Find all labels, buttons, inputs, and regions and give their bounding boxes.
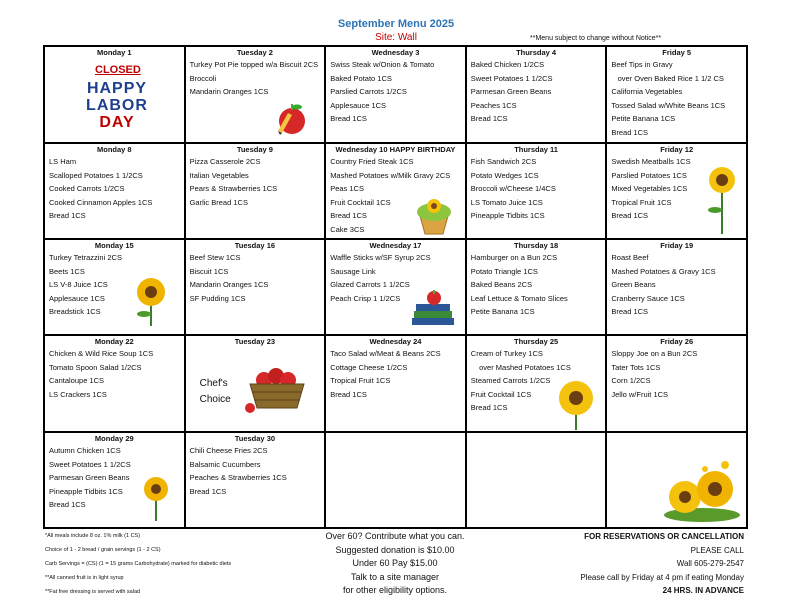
- week-row-2: [44, 143, 747, 239]
- day-cell-tue-23: [185, 335, 326, 432]
- menu-item: Bread 1CS: [330, 389, 367, 399]
- menu-item: Cranberry Sauce 1CS: [611, 293, 685, 303]
- menu-item: Broccoli: [189, 73, 217, 83]
- menu-item: Beef Tips in Gravy: [611, 60, 673, 69]
- day-cell-thu-25: [466, 335, 607, 432]
- sunflower-icon: [133, 276, 169, 328]
- day-header: Wednesday 24: [369, 337, 422, 346]
- menu-item: Petite Banana 1CS: [470, 307, 535, 316]
- donation-line: Talk to a site manager: [350, 571, 440, 582]
- day-cell-thu-18: [466, 239, 607, 335]
- menu-item: Tropical Fruit 1CS: [330, 376, 391, 385]
- menu-item: LS Ham: [49, 157, 77, 166]
- menu-item: Peaches 1CS: [470, 100, 517, 110]
- chefs-choice-line-2: Choice: [199, 394, 231, 405]
- footnote-fruit: **All canned fruit is in light syrup: [45, 575, 124, 581]
- menu-item: California Vegetables: [611, 87, 683, 96]
- day-header: Friday 19: [660, 241, 694, 250]
- week-row-4: [44, 335, 747, 432]
- week-row-1: [44, 46, 747, 143]
- reservation-heading: FOR RESERVATIONS OR CANCELLATION: [584, 532, 744, 541]
- menu-item: Baked Beans 2CS: [470, 280, 533, 289]
- sunflower-icon: [705, 166, 739, 236]
- reservation-phone: Wall 605-279-2547: [676, 559, 744, 568]
- menu-item: Pears & Strawberries 1CS: [189, 184, 278, 193]
- menu-item: Cooked Cinnamon Apples 1CS: [49, 197, 153, 207]
- day-header: Tuesday 2: [236, 48, 273, 57]
- menu-item: Chicken & Wild Rice Soup 1CS: [49, 349, 154, 358]
- menu-item: Leaf Lettuce & Tomato Slices: [470, 293, 568, 303]
- closed-label: CLOSED: [95, 64, 141, 76]
- menu-item: Mandarin Oranges 1CS: [189, 87, 269, 96]
- day-cell-wed-10: [325, 143, 466, 239]
- menu-item: Bread 1CS: [330, 114, 367, 123]
- footnote-carb: Carb Servings = (CS) (1 = 15 grams Carbohydrate) marked for diabetic diets: [45, 561, 232, 567]
- menu-item: Taco Salad w/Meat & Beans 2CS: [330, 349, 441, 358]
- menu-item: Cake 3CS: [330, 224, 365, 234]
- day-cell-mon-8: [44, 143, 185, 239]
- menu-item: Garlic Bread 1CS: [189, 197, 248, 207]
- menu-item: Glazed Carrots 1 1/2CS: [330, 280, 410, 289]
- menu-item: Green Beans: [611, 280, 656, 289]
- sunflower-bouquet-icon: [657, 457, 747, 525]
- menu-item: Baked Chicken 1/2CS: [470, 60, 545, 69]
- day-cell-fri-26: [606, 335, 747, 432]
- day-cell-tue-2: [185, 46, 326, 143]
- sunflower-icon: [139, 473, 173, 523]
- menu-item: Italian Vegetables: [189, 170, 249, 180]
- week-row-5: [44, 432, 747, 528]
- menu-item: Petite Banana 1CS: [611, 114, 676, 123]
- menu-item: Sausage Link: [330, 266, 376, 276]
- day-cell-tue-30: [185, 432, 326, 528]
- day-header: Wednesday 3: [371, 48, 420, 57]
- menu-item: Broccoli w/Cheese 1/4CS: [470, 184, 556, 193]
- day-header: Friday 5: [662, 48, 692, 57]
- apple-pencil-icon: [274, 99, 310, 137]
- menu-item: Peaches & Strawberries 1CS: [189, 473, 287, 482]
- menu-item: Bread 1CS: [611, 211, 649, 220]
- menu-item: Bread 1CS: [470, 403, 508, 412]
- day-header: Tuesday 23: [234, 337, 276, 346]
- donation-line: Over 60? Contribute what you can.: [325, 531, 465, 541]
- day-cell-wed-24: [325, 335, 466, 432]
- day-cell-thu-11: [466, 143, 607, 239]
- menu-item: Hamburger on a Bun 2CS: [470, 253, 558, 262]
- donation-info: [310, 530, 480, 598]
- day-header: Thursday 4: [516, 48, 557, 57]
- labor-day-graphic: [75, 80, 159, 131]
- menu-item: Potato Triangle 1CS: [470, 266, 538, 276]
- donation-line: Under 60 Pay $15.00: [352, 558, 438, 568]
- menu-item: Mashed Potatoes & Gravy 1CS: [611, 266, 716, 276]
- menu-item: Swedish Meatballs 1CS: [611, 157, 691, 166]
- menu-item: Pizza Casserole 2CS: [189, 157, 261, 166]
- day-cell-fri-19: [606, 239, 747, 335]
- menu-item: Bread 1CS: [49, 211, 86, 220]
- menu-item: Applesauce 1CS: [49, 293, 105, 303]
- day-cell-mon-1: [44, 46, 185, 143]
- day-header: Tuesday 9: [236, 145, 273, 154]
- donation-line: for other eligibility options.: [342, 585, 448, 595]
- menu-item: Roast Beef: [611, 253, 649, 262]
- reservation-line: 24 HRS. IN ADVANCE: [662, 586, 744, 595]
- menu-item: Peas 1CS: [330, 184, 364, 193]
- day-header: Tuesday 30: [234, 434, 276, 443]
- day-header: Monday 22: [94, 337, 134, 346]
- menu-item: Pineapple Tidbits 1CS: [49, 486, 123, 496]
- day-header: Thursday 18: [513, 241, 559, 250]
- menu-item: Cantaloupe 1CS: [49, 376, 105, 385]
- day-header: Monday 8: [97, 145, 132, 154]
- menu-item: Peach Crisp 1 1/2CS: [330, 293, 401, 303]
- menu-item: Pineapple Tidbits 1CS: [470, 211, 545, 220]
- menu-item: Bread 1CS: [330, 211, 367, 220]
- menu-item: Tater Tots 1CS: [611, 362, 661, 372]
- day-header: Thursday 11: [514, 145, 558, 154]
- day-header: Thursday 25: [513, 337, 559, 346]
- reservation-line: Please call by Friday at 4 pm if eating Monday: [580, 572, 744, 582]
- day-cell-tue-16: [185, 239, 326, 335]
- donation-line: Suggested donation is $10.00: [335, 544, 455, 555]
- menu-item: Sweet Potatoes 1 1/2CS: [49, 459, 131, 469]
- footnote-dressing: **Fat free dressing is served with salad: [45, 589, 141, 595]
- menu-item: Turkey Tetrazzini 2CS: [49, 253, 122, 262]
- menu-item: Steamed Carrots 1/2CS: [470, 376, 551, 385]
- menu-item: over Mashed Potatoes 1CS: [470, 362, 571, 372]
- menu-item: Autumn Chicken 1CS: [49, 446, 121, 455]
- menu-item: over Oven Baked Rice 1 1/2 CS: [611, 73, 724, 83]
- day-cell-empty: [466, 432, 607, 528]
- menu-item: Cottage Cheese 1/2CS: [330, 362, 408, 372]
- menu-item: Bread 1CS: [611, 307, 649, 316]
- labor-word-3: DAY: [99, 114, 135, 131]
- menu-item: Bread 1CS: [49, 500, 86, 509]
- books-apple-icon: [408, 290, 458, 330]
- menu-item: Mandarin Oranges 1CS: [189, 280, 269, 289]
- menu-title: September Menu 2025: [337, 18, 455, 30]
- day-cell-fri-12: [606, 143, 747, 239]
- menu-item: Baked Potato 1CS: [330, 73, 392, 83]
- footnote-milk: *All meals include 8 oz. 1% milk (1 CS): [45, 533, 141, 539]
- menu-item: Parslied Potatoes 1CS: [611, 170, 687, 180]
- menu-item: Turkey Pot Pie topped w/a Biscuit 2CS: [189, 60, 319, 69]
- menu-item: Parslied Carrots 1/2CS: [330, 87, 407, 96]
- menu-item: Mashed Potatoes w/Milk Gravy 2CS: [330, 170, 451, 180]
- footnote-bread: Choice of 1 - 2 bread / grain servings (1 - 2 CS): [45, 547, 161, 553]
- menu-item: SF Pudding 1CS: [189, 293, 246, 303]
- menu-item: Country Fried Steak 1CS: [330, 157, 414, 166]
- menu-item: Applesauce 1CS: [330, 100, 387, 110]
- menu-item: Parmesan Green Beans: [470, 87, 552, 96]
- menu-item: Potato Wedges 1CS: [470, 170, 539, 180]
- menu-item: Balsamic Cucumbers: [189, 459, 261, 469]
- menu-item: Cooked Carrots 1/2CS: [49, 184, 125, 193]
- menu-item: LS Tomato Juice 1CS: [470, 197, 543, 207]
- menu-item: Sloppy Joe on a Bun 2CS: [611, 349, 698, 358]
- menu-item: Beets 1CS: [49, 266, 85, 276]
- day-header: Friday 26: [660, 337, 694, 346]
- menu-item: Parmesan Green Beans: [49, 473, 130, 482]
- labor-word-2: LABOR: [86, 97, 148, 114]
- menu-item: Waffle Sticks w/SF Syrup 2CS: [330, 253, 431, 262]
- day-header: Wednesday 10 HAPPY BIRTHDAY: [335, 145, 456, 154]
- menu-calendar: [43, 45, 748, 529]
- apple-basket-icon: [242, 362, 312, 414]
- day-cell-wed-3: [325, 46, 466, 143]
- reservation-line: PLEASE CALL: [690, 545, 744, 555]
- day-header: Wednesday 17: [369, 241, 422, 250]
- day-cell-wed-17: [325, 239, 466, 335]
- day-cell-mon-22: [44, 335, 185, 432]
- menu-item: Mixed Vegetables 1CS: [611, 184, 688, 193]
- menu-item: Biscuit 1CS: [189, 266, 229, 276]
- menu-item: Scalloped Potatoes 1 1/2CS: [49, 170, 143, 180]
- sunflower-icon: [551, 376, 601, 430]
- menu-item: Breadstick 1CS: [49, 307, 101, 316]
- day-header: Monday 29: [94, 434, 134, 443]
- menu-item: Beef Stew 1CS: [189, 253, 241, 262]
- menu-item: Tomato Spoon Salad 1/2CS: [49, 362, 142, 372]
- menu-item: Fish Sandwich 2CS: [470, 157, 537, 166]
- menu-item: Fruit Cocktail 1CS: [470, 389, 532, 399]
- day-cell-tue-9: [185, 143, 326, 239]
- site-label: Site: Wall: [375, 32, 417, 43]
- menu-item: Cream of Turkey 1CS: [470, 349, 543, 358]
- menu-item: Bread 1CS: [189, 486, 227, 496]
- menu-item: Sweet Potatoes 1 1/2CS: [470, 73, 553, 83]
- day-cell-mon-15: [44, 239, 185, 335]
- menu-item: Jello w/Fruit 1CS: [611, 389, 669, 399]
- reservation-info: [540, 530, 744, 598]
- labor-word-1: HAPPY: [86, 80, 148, 97]
- day-header: Tuesday 16: [234, 241, 276, 250]
- chefs-choice-label: [200, 376, 231, 408]
- menu-item: LS Crackers 1CS: [49, 389, 107, 399]
- menu-item: Swiss Steak w/Onion & Tomato: [330, 60, 435, 69]
- day-cell-empty: [325, 432, 466, 528]
- menu-item: Fruit Cocktail 1CS: [330, 197, 391, 207]
- menu-item: Chili Cheese Fries 2CS: [189, 446, 268, 455]
- cupcake-icon: [412, 192, 456, 236]
- day-cell-fri-5: [606, 46, 747, 143]
- menu-item: Tropical Fruit 1CS: [611, 197, 672, 207]
- day-cell-thu-4: [466, 46, 607, 143]
- menu-item: Bread 1CS: [611, 127, 649, 137]
- chefs-choice-line-1: Chef's: [199, 378, 228, 389]
- day-header: Friday 12: [660, 145, 694, 154]
- week-row-3: [44, 239, 747, 335]
- menu-item: LS V-8 Juice 1CS: [49, 280, 108, 289]
- day-cell-empty: [606, 432, 747, 528]
- day-header: Monday 1: [97, 48, 132, 57]
- menu-item: Corn 1/2CS: [611, 376, 651, 385]
- day-cell-mon-29: [44, 432, 185, 528]
- menu-item: Bread 1CS: [470, 114, 508, 123]
- menu-item: Tossed Salad w/White Beans 1CS: [611, 100, 726, 110]
- change-notice: **Menu subject to change without Notice**: [530, 35, 662, 42]
- day-header: Monday 15: [94, 241, 134, 250]
